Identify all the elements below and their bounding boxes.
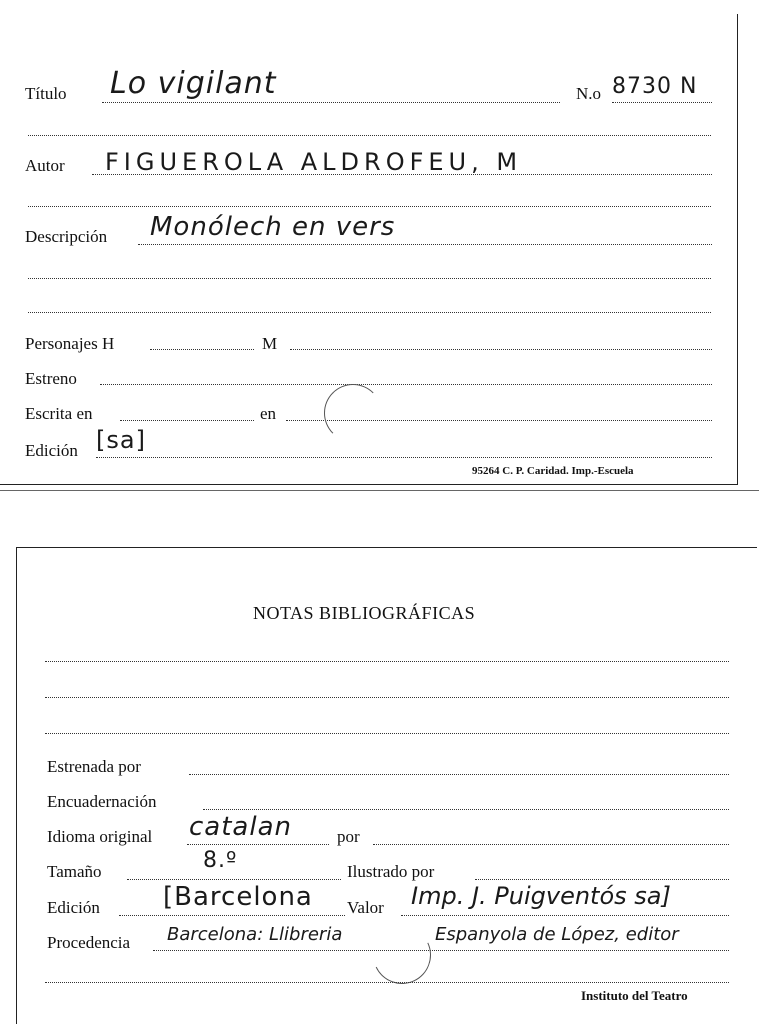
descripcion-dotted-line [138,244,712,245]
notas-heading: NOTAS BIBLIOGRÁFICAS [253,603,476,623]
autor-label: Autor [25,156,65,175]
procedencia-dotted-line [153,950,729,951]
ilustrado-dotted-line [475,879,729,880]
dotted-rule [28,206,711,207]
catalog-card-back [16,547,757,1024]
estreno-dotted-line [100,384,712,385]
personajes-h-dotted-line [150,349,254,350]
por-label: por [337,827,360,846]
dotted-rule [28,312,711,313]
numero-dotted-line [612,102,712,103]
estrenada-label: Estrenada por [47,757,141,776]
personajes-m-label: M [262,334,278,353]
dotted-rule [28,135,711,136]
procedencia-label: Procedencia [47,933,131,952]
procedencia-value-continued: Espanyola de López, editor [435,924,679,945]
valor-dotted-line [401,915,729,916]
encuadernacion-label: Encuadernación [47,792,157,811]
encuadernacion-dotted-line [203,809,729,810]
tamano-value: 8.º [203,848,238,873]
edicion-back-value: [Barcelona [163,882,313,912]
titulo-value: Lo vigilant [110,66,277,101]
edicion-dotted-line [96,457,712,458]
edicion-label: Edición [25,441,78,460]
dotted-rule [28,278,711,279]
catalog-card-front [0,14,738,485]
escrita-dotted-line [120,420,254,421]
titulo-label: Título [25,84,67,103]
footer-institution: Instituto del Teatro [581,988,688,1003]
dotted-rule [45,697,729,698]
idioma-dotted-line [187,844,329,845]
valor-label: Valor [347,898,384,917]
autor-value: FIGUEROLA ALDROFEU, M [105,148,523,176]
procedencia-value: Barcelona: Llibreria [167,924,343,945]
descripcion-label: Descripción [25,227,108,246]
estreno-label: Estreno [25,369,77,388]
dotted-rule [45,733,729,734]
idioma-value: catalan [189,812,292,842]
ilustrado-label: Ilustrado por [347,862,435,881]
titulo-dotted-line [102,102,560,103]
edicion-value: [sa] [96,426,146,454]
tamano-dotted-line [127,879,341,880]
printer-imprint: 95264 C. P. Caridad. Imp.-Escuela [472,465,634,477]
descripcion-value: Monólech en vers [150,212,396,242]
escrita-label: Escrita en [25,404,93,423]
punch-hole-mark [324,384,382,442]
estrenada-dotted-line [189,774,729,775]
valor-value: Imp. J. Puigventós sa] [411,882,671,910]
numero-label: N.o [576,84,602,103]
edicion-back-label: Edición [47,898,100,917]
escrita-en-label: en [260,404,277,423]
personajes-label: Personajes H [25,334,115,353]
personajes-m-dotted-line [290,349,712,350]
tamano-label: Tamaño [47,862,102,881]
numero-value: 8730 N [612,74,698,99]
dotted-rule [45,982,729,983]
edicion-back-dotted-line [119,915,345,916]
por-dotted-line [373,844,729,845]
autor-dotted-line [92,174,712,175]
card-edge-line [0,490,759,491]
idioma-label: Idioma original [47,827,153,846]
dotted-rule [45,661,729,662]
